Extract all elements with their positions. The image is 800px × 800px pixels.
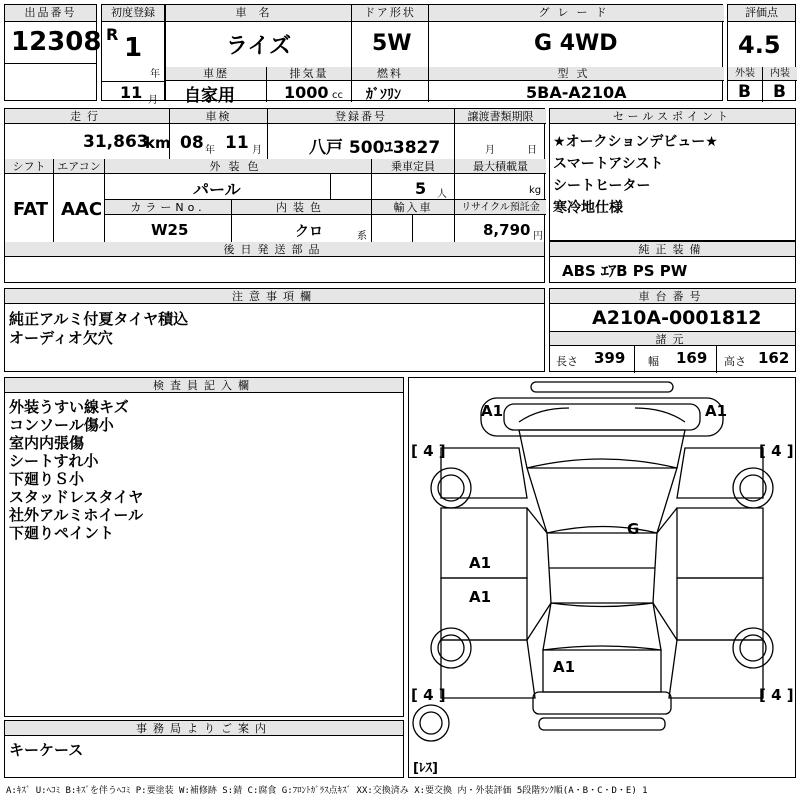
mark-trunk: A1 <box>553 658 576 676</box>
sales-point-1: ★オークションデビュー★ <box>553 134 718 150</box>
chassis-cell <box>549 288 796 372</box>
mark-front-left: A1 <box>481 402 504 420</box>
recycle-fee: 8,790 <box>483 221 531 239</box>
displacement: 1000 <box>284 83 329 102</box>
car-name-label: 車名 <box>166 5 351 22</box>
year-unit: 年 <box>150 69 160 80</box>
model-label: 型式 <box>429 67 724 81</box>
plate-number: 八戸 500ﾕ3827 <box>309 138 441 158</box>
length-label: 長さ <box>556 355 578 368</box>
lot-number: 12308 <box>11 27 102 57</box>
score: 4.5 <box>738 31 781 59</box>
plate-label: 登録番号 <box>268 109 454 124</box>
car-diagram <box>409 378 795 777</box>
exterior-color: パール <box>193 180 241 199</box>
grade-label: グレード <box>429 5 724 22</box>
exterior-score-label: 外装 <box>728 67 762 81</box>
mark-left-front-door: A1 <box>469 554 492 572</box>
header-main-block <box>165 4 723 106</box>
mileage: 31,863 <box>83 132 149 152</box>
era: R <box>106 25 119 44</box>
inspector-line-2: コンソール傷小 <box>9 416 114 434</box>
mark-windshield: G <box>627 520 640 538</box>
first-registration-label: 初度登録 <box>102 5 164 22</box>
mileage-unit: km <box>145 134 171 152</box>
tire-rear-right: [ 4 ] <box>759 686 794 704</box>
inspection-month: 11 <box>225 133 249 153</box>
spare-tire-label: [ﾚｽ] <box>413 761 438 776</box>
inspector-line-4: シートすれ小 <box>9 452 99 470</box>
interior-color-unit: 系 <box>357 231 367 242</box>
sales-point-3: シートヒーター <box>553 178 651 194</box>
office-notice-cell <box>4 720 404 778</box>
color-number: W25 <box>151 221 189 239</box>
notes-label: 注意事項欄 <box>5 289 544 304</box>
exterior-score: B <box>738 82 751 102</box>
displacement-label: 排気量 <box>267 67 351 81</box>
capacity-label: 乗車定員 <box>372 159 454 174</box>
inspector-line-3: 室内内張傷 <box>9 434 85 452</box>
inspector-line-6: スタッドレスタイヤ <box>9 488 144 506</box>
lot-number-cell <box>4 4 102 101</box>
sales-points-cell <box>549 108 796 241</box>
note-line-2: オーディオ欠穴 <box>9 329 113 347</box>
transfer-day-unit: 日 <box>527 145 537 156</box>
inspector-line-1: 外装うすい線キズ <box>9 398 129 416</box>
recycle-label: リサイクル預託金 <box>455 200 546 215</box>
spec-label: 諸元 <box>550 331 795 346</box>
score-cell <box>727 4 796 101</box>
office-notice-label: 事務局よりご案内 <box>5 721 403 736</box>
inspection-label: 車検 <box>170 109 267 124</box>
transfer-month-unit: 月 <box>485 145 495 156</box>
door-type: 5W <box>372 31 412 56</box>
shift: FAT <box>13 199 49 220</box>
sales-point-4: 寒冷地仕様 <box>553 200 623 216</box>
inspector-label: 検査員記入欄 <box>5 378 403 393</box>
sales-points-label: セールスポイント <box>550 109 795 124</box>
genuine-equipment-cell <box>549 241 796 283</box>
first-registration-cell <box>101 4 165 106</box>
width-label: 幅 <box>648 355 659 368</box>
capacity-unit: 人 <box>437 189 447 200</box>
mark-front-right: A1 <box>705 402 728 420</box>
car-diagram-cell <box>408 377 796 778</box>
recycle-unit: 円 <box>533 231 543 242</box>
interior-color: クロ <box>295 224 323 240</box>
genuine-equipment-label: 純正装備 <box>550 242 795 257</box>
history-label: 車歴 <box>166 67 266 81</box>
aircon-label: エアコン <box>54 159 104 174</box>
history: 自家用 <box>184 86 235 106</box>
transfer-label: 譲渡書類期限 <box>455 109 546 124</box>
inspection-year: 08 <box>180 133 204 153</box>
color-number-label: カラーNo. <box>105 200 231 215</box>
inspector-line-7: 社外アルミホイール <box>9 506 144 524</box>
mileage-label: 走行 <box>5 109 169 124</box>
office-notice: キーケース <box>9 741 84 759</box>
lot-number-label: 出品番号 <box>5 5 96 22</box>
mark-left-rear-door: A1 <box>469 588 492 606</box>
genuine-equipment: ABS ｴｱB PS PW <box>562 262 688 280</box>
registration-year: 1 <box>124 33 143 63</box>
tire-front-right: [ 4 ] <box>759 442 794 460</box>
shift-label: シフト <box>5 159 53 174</box>
notes-cell <box>4 288 545 372</box>
import-label: 輸入車 <box>372 200 454 215</box>
later-parts-label: 後日発送部品 <box>5 242 544 257</box>
sales-point-2: スマートアシスト <box>553 156 664 172</box>
note-line-1: 純正アルミ付夏タイヤ積込 <box>9 310 189 328</box>
exterior-color-label: 外装色 <box>105 159 371 174</box>
legend: A:ｷｽﾞ U:ﾍｺﾐ B:ｷｽﾞを伴うﾍｺﾐ P:要塗装 W:補修跡 S:錆 C:腐食 G:ﾌﾛﾝﾄｶﾞﾗｽ点ｷｽﾞ XX:交換済み X:要交換 内・外装評価 5段階ﾗﾝｸ順(A・B・C・D・E) 1 <box>6 786 648 796</box>
car-name: ライズ <box>226 34 292 59</box>
chassis-number: A210A-0001812 <box>592 307 762 329</box>
inspector-line-8: 下廻りペイント <box>9 524 115 542</box>
registration-month: 11 <box>120 83 143 102</box>
door-type-label: ドア形状 <box>352 5 428 22</box>
month-unit: 月 <box>148 95 158 106</box>
interior-score-label: 内装 <box>763 67 797 81</box>
chassis-label: 車台番号 <box>550 289 795 304</box>
length: 399 <box>594 349 626 367</box>
inspection-month-unit: 月 <box>252 145 262 156</box>
max-load-unit: kg <box>529 185 542 196</box>
tire-front-left: [ 4 ] <box>411 442 446 460</box>
tire-rear-left: [ 4 ] <box>411 686 446 704</box>
height: 162 <box>758 349 790 367</box>
capacity: 5 <box>415 179 427 198</box>
fuel-label: 燃料 <box>352 67 428 81</box>
vehicle-details-block <box>4 108 545 283</box>
height-label: 高さ <box>724 355 746 368</box>
fuel: ｶﾞｿﾘﾝ <box>366 87 401 103</box>
grade: G 4WD <box>534 31 618 56</box>
aircon: AAC <box>61 199 103 220</box>
interior-color-label: 内装色 <box>232 200 371 215</box>
inspector-cell <box>4 377 404 717</box>
inspector-line-5: 下廻りＳ小 <box>9 470 85 488</box>
model: 5BA-A210A <box>526 83 627 102</box>
score-label: 評価点 <box>728 5 795 22</box>
inspection-year-unit: 年 <box>205 145 215 156</box>
max-load-label: 最大積載量 <box>455 159 546 174</box>
displacement-unit: cc <box>332 90 343 101</box>
interior-score: B <box>773 82 786 102</box>
width: 169 <box>676 349 708 367</box>
